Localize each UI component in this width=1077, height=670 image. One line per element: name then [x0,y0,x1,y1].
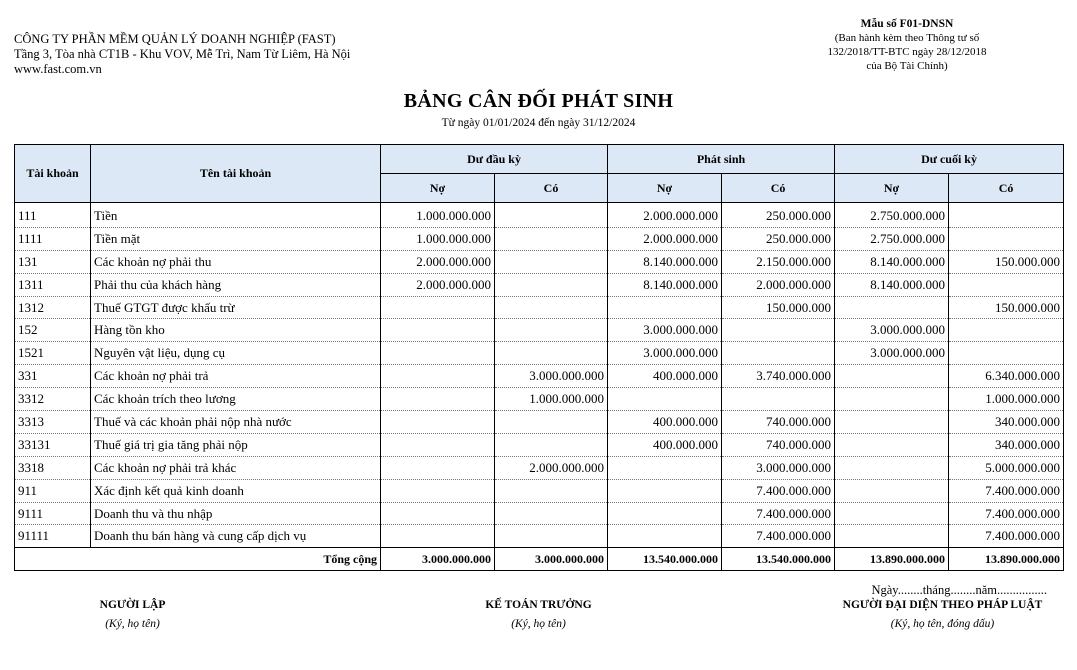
cell-account: 9111 [15,502,91,525]
cell-closing-debit: 8.140.000.000 [835,250,949,273]
table-row [15,296,1064,319]
cell-opening-credit: 1.000.000.000 [495,388,608,411]
cell-account-name: Nguyên vật liệu, dụng cụ [91,342,381,365]
total-opening-credit: 3.000.000.000 [495,548,608,571]
signature-legal-representative [820,599,1065,630]
cell-closing-debit: 3.000.000.000 [835,319,949,342]
cell-movement-debit [608,525,722,548]
cell-account-name: Tiền [91,203,381,228]
total-label: Tổng cộng [15,548,381,571]
cell-movement-credit: 250.000.000 [722,227,835,250]
header-opening-debit: Nợ [381,174,495,203]
cell-account: 911 [15,479,91,502]
cell-closing-debit [835,433,949,456]
cell-closing-debit [835,388,949,411]
company-website: www.fast.com.vn [14,62,102,76]
cell-closing-credit: 5.000.000.000 [949,456,1064,479]
cell-closing-credit: 7.400.000.000 [949,479,1064,502]
cell-movement-credit: 740.000.000 [722,433,835,456]
cell-account-name: Các khoản trích theo lương [91,388,381,411]
signature-preparer [40,599,225,630]
cell-opening-debit [381,525,495,548]
cell-movement-debit: 3.000.000.000 [608,319,722,342]
signature-chief-accountant [446,599,631,630]
cell-movement-credit: 7.400.000.000 [722,479,835,502]
cell-closing-credit [949,319,1064,342]
table-row [15,319,1064,342]
cell-movement-credit: 7.400.000.000 [722,525,835,548]
cell-account-name: Các khoản nợ phải thu [91,250,381,273]
cell-closing-credit [949,273,1064,296]
cell-closing-debit [835,525,949,548]
table-row [15,525,1064,548]
form-info [787,17,1027,73]
header-closing-debit: Nợ [835,174,949,203]
cell-opening-credit: 3.000.000.000 [495,365,608,388]
table-body [15,203,1064,571]
form-line-1: (Ban hành kèm theo Thông tư số [834,32,980,44]
header-opening-credit: Có [495,174,608,203]
company-info [14,32,350,77]
cell-movement-credit [722,319,835,342]
header-closing-balance: Dư cuối kỳ [835,145,1064,174]
cell-opening-credit [495,319,608,342]
cell-movement-debit: 3.000.000.000 [608,342,722,365]
cell-opening-debit [381,433,495,456]
cell-account: 1312 [15,296,91,319]
cell-movement-debit: 2.000.000.000 [608,227,722,250]
cell-movement-credit: 250.000.000 [722,203,835,228]
cell-opening-debit [381,296,495,319]
cell-account: 3313 [15,411,91,434]
cell-closing-credit: 340.000.000 [949,433,1064,456]
chief-accountant-note: (Ký, họ tên) [511,618,566,630]
cell-account-name: Hàng tồn kho [91,319,381,342]
cell-account-name: Doanh thu bán hàng và cung cấp dịch vụ [91,525,381,548]
preparer-note: (Ký, họ tên) [105,618,160,630]
report-period: Từ ngày 01/01/2024 đến ngày 31/12/2024 [441,117,636,129]
cell-opening-debit [381,456,495,479]
cell-movement-debit [608,388,722,411]
cell-movement-credit [722,388,835,411]
cell-closing-debit: 2.750.000.000 [835,203,949,228]
cell-opening-credit: 2.000.000.000 [495,456,608,479]
cell-closing-debit [835,365,949,388]
total-movement-debit: 13.540.000.000 [608,548,722,571]
cell-movement-credit: 3.740.000.000 [722,365,835,388]
cell-account: 331 [15,365,91,388]
cell-opening-credit [495,203,608,228]
cell-movement-debit: 400.000.000 [608,433,722,456]
cell-movement-credit: 7.400.000.000 [722,502,835,525]
cell-closing-credit: 150.000.000 [949,250,1064,273]
cell-account-name: Xác định kết quả kinh doanh [91,479,381,502]
cell-movement-debit [608,456,722,479]
cell-opening-debit [381,388,495,411]
header-movement: Phát sinh [608,145,835,174]
table-row [15,479,1064,502]
report-title: BẢNG CÂN ĐỐI PHÁT SINH [403,90,674,112]
cell-closing-debit: 2.750.000.000 [835,227,949,250]
cell-account: 152 [15,319,91,342]
cell-movement-debit: 400.000.000 [608,365,722,388]
cell-movement-credit: 740.000.000 [722,411,835,434]
header-movement-credit: Có [722,174,835,203]
cell-closing-debit: 3.000.000.000 [835,342,949,365]
total-opening-debit: 3.000.000.000 [381,548,495,571]
cell-opening-credit [495,433,608,456]
cell-opening-credit [495,479,608,502]
cell-closing-debit: 8.140.000.000 [835,273,949,296]
cell-account: 3312 [15,388,91,411]
table-row [15,365,1064,388]
cell-closing-debit [835,456,949,479]
cell-account-name: Doanh thu và thu nhập [91,502,381,525]
cell-opening-debit: 1.000.000.000 [381,227,495,250]
cell-closing-debit [835,411,949,434]
cell-movement-credit: 3.000.000.000 [722,456,835,479]
table-row [15,388,1064,411]
cell-closing-credit [949,203,1064,228]
cell-movement-debit [608,502,722,525]
cell-account-name: Các khoản nợ phải trả khác [91,456,381,479]
cell-account: 33131 [15,433,91,456]
header-opening-balance: Dư đầu kỳ [381,145,608,174]
table-row [15,433,1064,456]
cell-account: 1521 [15,342,91,365]
cell-closing-credit [949,342,1064,365]
cell-movement-debit [608,296,722,319]
preparer-title: NGƯỜI LẬP [99,599,166,611]
table-row [15,342,1064,365]
table-row [15,203,1064,228]
cell-movement-debit: 2.000.000.000 [608,203,722,228]
table-row [15,411,1064,434]
signature-date-line: Ngày........tháng........năm................ [871,583,1047,597]
chief-accountant-title: KẾ TOÁN TRƯỞNG [485,599,592,611]
form-line-3: của Bộ Tài Chính) [866,60,948,72]
cell-account: 131 [15,250,91,273]
cell-closing-credit: 6.340.000.000 [949,365,1064,388]
table-row [15,273,1064,296]
header-account-name: Tên tài khoản [91,145,381,203]
cell-opening-debit [381,319,495,342]
cell-movement-debit: 8.140.000.000 [608,250,722,273]
cell-account: 1111 [15,227,91,250]
company-name: CÔNG TY PHẦN MỀM QUẢN LÝ DOANH NGHIỆP (FAST) [14,32,336,46]
cell-opening-credit [495,525,608,548]
cell-opening-credit [495,342,608,365]
cell-closing-credit: 7.400.000.000 [949,502,1064,525]
cell-closing-credit: 340.000.000 [949,411,1064,434]
cell-movement-debit: 8.140.000.000 [608,273,722,296]
cell-account-name: Các khoản nợ phải trả [91,365,381,388]
table-row [15,502,1064,525]
cell-account: 91111 [15,525,91,548]
trial-balance-table [14,144,1064,571]
total-row [15,548,1064,571]
table-row [15,227,1064,250]
cell-movement-debit: 400.000.000 [608,411,722,434]
cell-opening-debit [381,411,495,434]
cell-account-name: Tiền mặt [91,227,381,250]
legal-rep-note: (Ký, họ tên, đóng dấu) [890,618,995,630]
cell-movement-debit [608,479,722,502]
cell-closing-debit [835,296,949,319]
total-closing-credit: 13.890.000.000 [949,548,1064,571]
cell-opening-credit [495,296,608,319]
cell-opening-debit [381,365,495,388]
cell-opening-credit [495,411,608,434]
form-code: Mẫu số F01-DNSN [860,18,954,30]
cell-movement-credit [722,342,835,365]
header-movement-debit: Nợ [608,174,722,203]
cell-movement-credit: 2.150.000.000 [722,250,835,273]
cell-opening-debit: 1.000.000.000 [381,203,495,228]
cell-account: 3318 [15,456,91,479]
cell-opening-debit [381,502,495,525]
cell-account: 111 [15,203,91,228]
cell-account-name: Thuế giá trị gia tăng phải nộp [91,433,381,456]
total-movement-credit: 13.540.000.000 [722,548,835,571]
cell-closing-debit [835,479,949,502]
cell-opening-debit: 2.000.000.000 [381,273,495,296]
cell-opening-credit [495,502,608,525]
cell-opening-debit: 2.000.000.000 [381,250,495,273]
cell-opening-debit [381,342,495,365]
header-closing-credit: Có [949,174,1064,203]
table-row [15,250,1064,273]
company-address: Tầng 3, Tòa nhà CT1B - Khu VOV, Mễ Trì, Nam Từ Liêm, Hà Nội [14,47,351,61]
cell-account-name: Phải thu của khách hàng [91,273,381,296]
cell-opening-credit [495,250,608,273]
cell-movement-credit: 2.000.000.000 [722,273,835,296]
cell-opening-credit [495,227,608,250]
cell-closing-credit: 150.000.000 [949,296,1064,319]
header-account: Tài khoản [15,145,91,203]
total-closing-debit: 13.890.000.000 [835,548,949,571]
cell-account: 1311 [15,273,91,296]
cell-opening-credit [495,273,608,296]
cell-account-name: Thuế và các khoản phải nộp nhà nước [91,411,381,434]
form-line-2: 132/2018/TT-BTC ngày 28/12/2018 [827,46,987,58]
cell-closing-credit: 7.400.000.000 [949,525,1064,548]
cell-closing-debit [835,502,949,525]
cell-closing-credit: 1.000.000.000 [949,388,1064,411]
cell-opening-debit [381,479,495,502]
cell-movement-credit: 150.000.000 [722,296,835,319]
legal-rep-title: NGƯỜI ĐẠI DIỆN THEO PHÁP LUẬT [842,599,1043,611]
table-row [15,456,1064,479]
cell-closing-credit [949,227,1064,250]
cell-account-name: Thuế GTGT được khấu trừ [91,296,381,319]
